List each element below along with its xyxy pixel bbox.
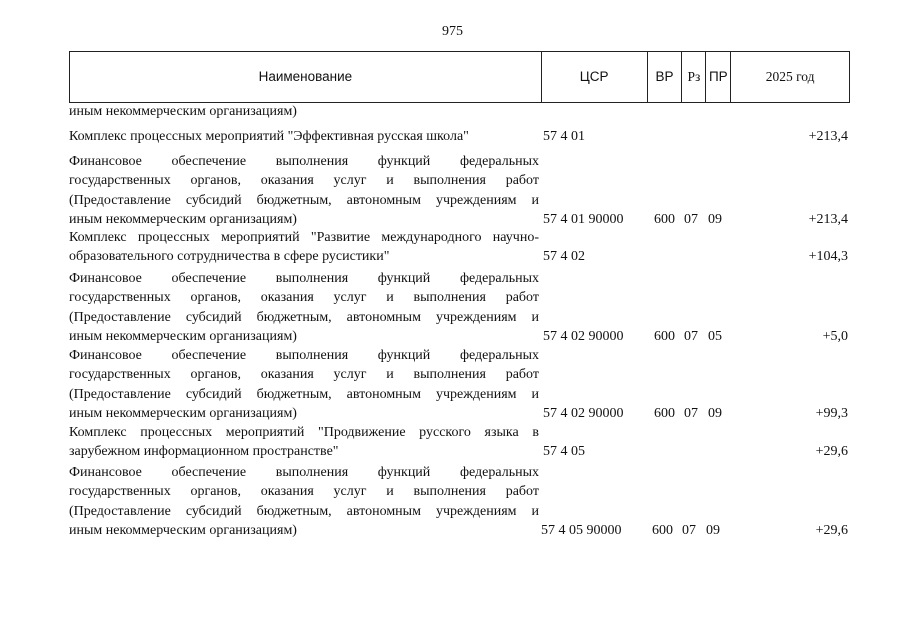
row-name-line: иным некоммерческим организациям) (69, 522, 297, 538)
row-name (69, 346, 539, 423)
row-amount: +29,6 (815, 444, 848, 460)
row-name-line: Финансовое обеспечение выполнения функций федеральных (69, 271, 539, 286)
row-name-line: государственных органов, оказания услуг и выполнения работ (69, 484, 539, 500)
row-name-line: государственных органов, оказания услуг и выполнения работ (69, 290, 539, 306)
row-pr: 09 (708, 211, 722, 227)
row-pr: 05 (708, 328, 722, 344)
row-csr: 57 4 01 90000 (543, 211, 624, 227)
header-pr: ПР (706, 52, 731, 102)
row-name-line: Комплекс процессных мероприятий "Продвижение русского языка в (69, 425, 539, 440)
row-csr: 57 4 02 (543, 249, 585, 265)
row-name (69, 228, 539, 267)
row-vr: 600 (652, 522, 673, 538)
row-name-line: иным некоммерческим организациям) (69, 405, 297, 421)
row-name-line: (Предоставление субсидий бюджетным, автономным учреждениям и (69, 309, 539, 325)
row-pr: 09 (708, 405, 722, 421)
row-amount: +29,6 (815, 522, 848, 538)
header-name: Наименование (70, 52, 542, 102)
row-rz: 07 (682, 522, 696, 538)
header-year: 2025 год (765, 69, 815, 84)
row-name-line: Комплекс процессных мероприятий "Развитие международного научно- (69, 230, 539, 245)
row-name-line: Финансовое обеспечение выполнения функций федеральных (69, 465, 539, 480)
table-header (69, 51, 850, 103)
row-name (69, 127, 539, 146)
row-amount: +104,3 (808, 249, 848, 265)
row-name-line: (Предоставление субсидий бюджетным, автономным учреждениям и (69, 503, 539, 519)
row-rz: 07 (684, 211, 698, 227)
row-csr: 57 4 05 90000 (541, 522, 622, 538)
row-csr: 57 4 01 (543, 129, 585, 144)
row-vr: 600 (654, 211, 675, 227)
row-name-line: государственных органов, оказания услуг и выполнения работ (69, 173, 539, 189)
row-amount: +213,4 (808, 211, 848, 227)
row-name-line: иным некоммерческим организациям) (69, 328, 297, 344)
row-csr: 57 4 05 (543, 444, 585, 460)
row-name-line: (Предоставление субсидий бюджетным, автономным учреждениям и (69, 192, 539, 208)
row-name-line: образовательного сотрудничества в сфере русистики" (69, 249, 390, 265)
row-name-line: (Предоставление субсидий бюджетным, автономным учреждениям и (69, 386, 539, 402)
header-csr: ЦСР (542, 52, 648, 102)
row-pr: 09 (706, 522, 720, 538)
row-name (69, 152, 539, 229)
page-number: 975 (442, 24, 463, 39)
row-name-line: зарубежном информационном пространстве" (69, 444, 339, 460)
row-amount: +99,3 (815, 405, 848, 421)
row-name-line: Комплекс процессных мероприятий "Эффективная русская школа" (69, 129, 469, 144)
row-name (69, 269, 539, 346)
row-name-line: Финансовое обеспечение выполнения функций федеральных (69, 348, 539, 363)
row-name (69, 423, 539, 462)
continuation-text: иным некоммерческим организациям) (69, 104, 297, 119)
header-rz: Рз (682, 52, 706, 102)
row-vr: 600 (654, 328, 675, 344)
row-name-line: Финансовое обеспечение выполнения функций федеральных (69, 154, 539, 169)
row-rz: 07 (684, 328, 698, 344)
row-amount: +5,0 (822, 328, 848, 344)
row-amount: +213,4 (808, 129, 848, 144)
row-name-line: иным некоммерческим организациям) (69, 211, 297, 227)
row-name (69, 463, 539, 540)
header-vr: ВР (648, 52, 683, 102)
row-csr: 57 4 02 90000 (543, 328, 624, 344)
row-rz: 07 (684, 405, 698, 421)
row-vr: 600 (654, 405, 675, 421)
row-csr: 57 4 02 90000 (543, 405, 624, 421)
row-name-line: государственных органов, оказания услуг и выполнения работ (69, 367, 539, 383)
